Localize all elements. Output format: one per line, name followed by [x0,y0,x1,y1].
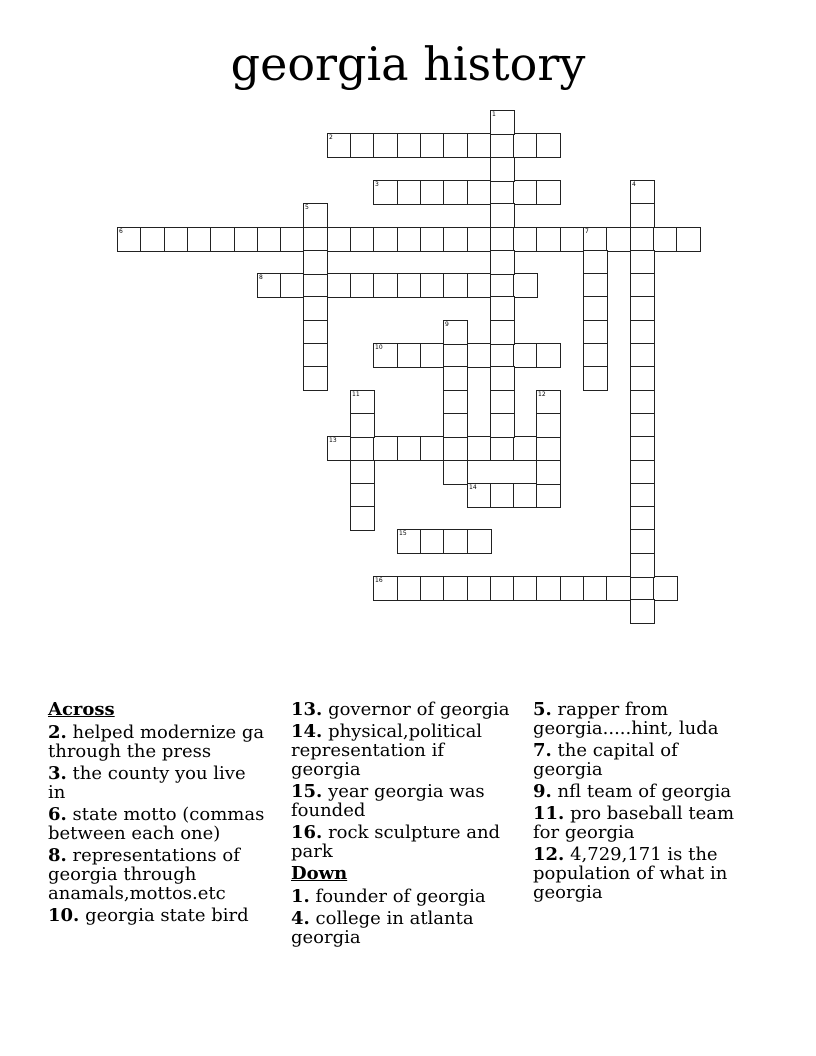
down-heading: Down [291,863,348,884]
crossword-cell[interactable] [234,227,259,252]
crossword-cell[interactable] [257,273,282,298]
clue-item-text: nfl team of georgia [557,781,732,802]
crossword-cell[interactable] [630,553,655,578]
clue-item [291,887,516,906]
crossword-cell[interactable] [420,529,445,554]
crossword-cell[interactable] [536,576,561,601]
clue-item [533,700,743,738]
crossword-cell[interactable] [583,250,608,275]
clue-item [533,804,743,842]
crossword-cell[interactable] [513,273,538,298]
crossword-cell[interactable] [536,483,561,508]
clue-item [291,909,516,947]
clue-number: 14 [469,484,477,491]
clue-number: 8 [259,274,263,281]
crossword-cell[interactable] [397,133,422,158]
crossword-cell[interactable] [490,366,515,391]
crossword-cell[interactable] [443,343,468,368]
clue-number: 4 [632,181,636,188]
clue-number: 7 [585,228,589,235]
crossword-cell[interactable] [536,227,561,252]
crossword-cell[interactable] [676,227,701,252]
clue-item-number: 6. [48,804,67,825]
crossword-cell[interactable] [420,273,445,298]
crossword-cell[interactable] [303,366,328,391]
clue-item [48,764,268,802]
crossword-cell[interactable] [536,180,561,205]
crossword-cell[interactable] [630,506,655,531]
clue-item-text: governor of georgia [328,699,510,720]
crossword-cell[interactable] [536,390,561,415]
crossword-cell[interactable] [327,133,352,158]
crossword-cell[interactable] [513,576,538,601]
crossword-cell[interactable] [327,227,352,252]
crossword-cell[interactable] [350,133,375,158]
crossword-cell[interactable] [490,227,515,252]
clue-number: 3 [375,181,379,188]
crossword-cell[interactable] [490,576,515,601]
crossword-cell[interactable] [397,436,422,461]
crossword-cell[interactable] [513,436,538,461]
crossword-cell[interactable] [443,390,468,415]
crossword-cell[interactable] [606,576,631,601]
crossword-cell[interactable] [303,273,328,298]
crossword-cell[interactable] [630,483,655,508]
crossword-cell[interactable] [420,436,445,461]
crossword-cell[interactable] [350,460,375,485]
crossword-cell[interactable] [257,227,282,252]
clue-item [48,805,268,843]
clues-column-3 [533,700,743,905]
clue-item-number: 1. [291,886,310,907]
clue-item [291,823,516,861]
crossword-cell[interactable] [420,576,445,601]
crossword-cell[interactable] [443,576,468,601]
crossword-cell[interactable] [630,227,655,252]
crossword-cell[interactable] [187,227,212,252]
clue-item-text: 4,729,171 is the population of what in georgia [533,844,728,903]
crossword-cell[interactable] [583,576,608,601]
crossword-cell[interactable] [350,273,375,298]
crossword-cell[interactable] [630,413,655,438]
crossword-cell[interactable] [653,576,678,601]
across-clue-list-continued [291,700,516,861]
crossword-cell[interactable] [443,366,468,391]
crossword-cell[interactable] [513,343,538,368]
crossword-cell[interactable] [467,483,492,508]
crossword-cell[interactable] [117,227,142,252]
crossword-cell[interactable] [373,227,398,252]
clue-item [48,846,268,903]
clue-item-text: georgia state bird [85,905,249,926]
crossword-cell[interactable] [606,227,631,252]
crossword-cell[interactable] [303,227,328,252]
crossword-cell[interactable] [583,273,608,298]
crossword-cell[interactable] [467,133,492,158]
crossword-cell[interactable] [397,576,422,601]
crossword-cell[interactable] [443,273,468,298]
clue-item-text: college in atlanta georgia [291,908,474,948]
crossword-cell[interactable] [490,296,515,321]
crossword-cell[interactable] [443,436,468,461]
clue-item-number: 14. [291,721,323,742]
crossword-cell[interactable] [583,227,608,252]
clue-number: 15 [399,530,407,537]
crossword-cell[interactable] [490,390,515,415]
crossword-cell[interactable] [467,273,492,298]
crossword-cell[interactable] [373,576,398,601]
crossword-cell[interactable] [536,133,561,158]
crossword-cell[interactable] [210,227,235,252]
crossword-cell[interactable] [327,436,352,461]
clue-item [533,782,743,801]
clue-item-number: 15. [291,781,323,802]
crossword-cell[interactable] [630,250,655,275]
crossword-cell[interactable] [490,320,515,345]
crossword-cell[interactable] [630,436,655,461]
crossword-cell[interactable] [490,343,515,368]
crossword-cell[interactable] [467,227,492,252]
crossword-cell[interactable] [303,250,328,275]
clue-item [48,723,268,761]
crossword-cell[interactable] [350,413,375,438]
crossword-cell[interactable] [490,273,515,298]
clue-item-text: year georgia was founded [291,781,485,821]
clue-item-text: founder of georgia [315,886,486,907]
crossword-cell[interactable] [630,296,655,321]
clue-item-number: 9. [533,781,552,802]
crossword-cell[interactable] [303,203,328,228]
clue-item-number: 10. [48,905,80,926]
crossword-cell[interactable] [373,133,398,158]
down-clue-list-continued [533,700,743,902]
crossword-cell[interactable] [397,529,422,554]
crossword-cell[interactable] [140,227,165,252]
crossword-cell[interactable] [583,320,608,345]
clue-item-number: 3. [48,763,67,784]
clue-item [291,782,516,820]
crossword-cell[interactable] [303,343,328,368]
clue-item-text: the capital of georgia [533,740,678,780]
clues-column-2 [291,700,516,950]
crossword-cell[interactable] [630,599,655,624]
crossword-cell[interactable] [420,133,445,158]
clue-number: 11 [352,391,360,398]
crossword-cell[interactable] [490,110,515,135]
crossword-cell[interactable] [397,227,422,252]
crossword-cell[interactable] [303,320,328,345]
crossword-cell[interactable] [350,483,375,508]
crossword-cell[interactable] [467,180,492,205]
clue-item-text: rapper from georgia.....hint, luda [533,699,719,739]
crossword-cell[interactable] [630,576,655,601]
crossword-cell[interactable] [467,343,492,368]
crossword-cell[interactable] [443,180,468,205]
crossword-cell[interactable] [630,343,655,368]
crossword-cell[interactable] [397,343,422,368]
crossword-cell[interactable] [373,273,398,298]
crossword-cell[interactable] [373,436,398,461]
crossword-cell[interactable] [443,529,468,554]
clue-item-number: 13. [291,699,323,720]
clue-number: 5 [305,204,309,211]
crossword-cell[interactable] [536,343,561,368]
clue-item [48,906,268,925]
across-heading: Across [48,699,115,720]
clue-number: 1 [492,111,496,118]
clue-number: 6 [119,228,123,235]
crossword-cell[interactable] [443,227,468,252]
crossword-cell[interactable] [630,390,655,415]
crossword-cell[interactable] [443,133,468,158]
crossword-cell[interactable] [513,133,538,158]
crossword-cell[interactable] [490,436,515,461]
clue-item-number: 8. [48,845,67,866]
clue-item-number: 4. [291,908,310,929]
down-clue-list [291,887,516,947]
crossword-cell[interactable] [513,227,538,252]
crossword-cell[interactable] [443,460,468,485]
crossword-cell[interactable] [630,180,655,205]
clue-item-number: 12. [533,844,565,865]
clue-number: 10 [375,344,383,351]
crossword-cell[interactable] [373,343,398,368]
crossword-cell[interactable] [536,413,561,438]
crossword-cell[interactable] [467,436,492,461]
crossword-cell[interactable] [303,296,328,321]
crossword-cell[interactable] [397,273,422,298]
crossword-cell[interactable] [583,343,608,368]
crossword-cell[interactable] [583,366,608,391]
crossword-cell[interactable] [630,320,655,345]
clue-item [533,741,743,779]
clue-number: 16 [375,577,383,584]
clue-item-text: physical,political representation if georgia [291,721,483,780]
crossword-cell[interactable] [536,460,561,485]
crossword-cell[interactable] [630,460,655,485]
clue-item-number: 5. [533,699,552,720]
crossword-cell[interactable] [490,157,515,182]
clue-item [291,722,516,779]
crossword-cell[interactable] [443,320,468,345]
crossword-cell[interactable] [327,273,352,298]
clue-number: 12 [538,391,546,398]
clue-item-number: 16. [291,822,323,843]
crossword-cell[interactable] [467,529,492,554]
clue-item-number: 2. [48,722,67,743]
crossword-cell[interactable] [513,483,538,508]
crossword-cell[interactable] [490,203,515,228]
crossword-cell[interactable] [490,250,515,275]
crossword-cell[interactable] [490,413,515,438]
clue-item [291,700,516,719]
across-clue-list [48,723,268,925]
clue-number: 9 [445,321,449,328]
crossword-cell[interactable] [630,529,655,554]
crossword-cell[interactable] [630,366,655,391]
clue-number: 13 [329,437,337,444]
crossword-cell[interactable] [350,506,375,531]
clue-item-text: rock sculpture and park [291,822,501,862]
clues-column-1 [48,700,268,928]
crossword-cell[interactable] [420,227,445,252]
crossword-cell[interactable] [397,180,422,205]
crossword-cell[interactable] [467,576,492,601]
clue-item-number: 11. [533,803,565,824]
crossword-cell[interactable] [164,227,189,252]
clue-item-text: the county you live in [48,763,246,803]
crossword-cell[interactable] [490,483,515,508]
crossword-cell[interactable] [443,413,468,438]
crossword-cell[interactable] [490,133,515,158]
crossword-cell[interactable] [420,180,445,205]
clue-item-text: representations of georgia through anamals,mottos.etc [48,845,240,904]
crossword-cell[interactable] [630,203,655,228]
crossword-cell[interactable] [560,576,585,601]
crossword-cell[interactable] [350,436,375,461]
crossword-cell[interactable] [513,180,538,205]
crossword-cell[interactable] [373,180,398,205]
clue-number: 2 [329,134,333,141]
crossword-cell[interactable] [420,343,445,368]
crossword-cell[interactable] [630,273,655,298]
clue-item-text: helped modernize ga through the press [48,722,265,762]
clue-item-text: state motto (commas between each one) [48,804,265,844]
clue-item [533,845,743,902]
crossword-cell[interactable] [583,296,608,321]
crossword-cell[interactable] [653,227,678,252]
crossword-cell[interactable] [280,273,305,298]
crossword-cell[interactable] [490,180,515,205]
crossword-cell[interactable] [350,227,375,252]
crossword-cell[interactable] [536,436,561,461]
crossword-cell[interactable] [280,227,305,252]
crossword-cell[interactable] [350,390,375,415]
crossword-cell[interactable] [560,227,585,252]
puzzle-title: georgia history [230,37,586,91]
clue-item-text: pro baseball team for georgia [533,803,735,843]
clue-item-number: 7. [533,740,552,761]
